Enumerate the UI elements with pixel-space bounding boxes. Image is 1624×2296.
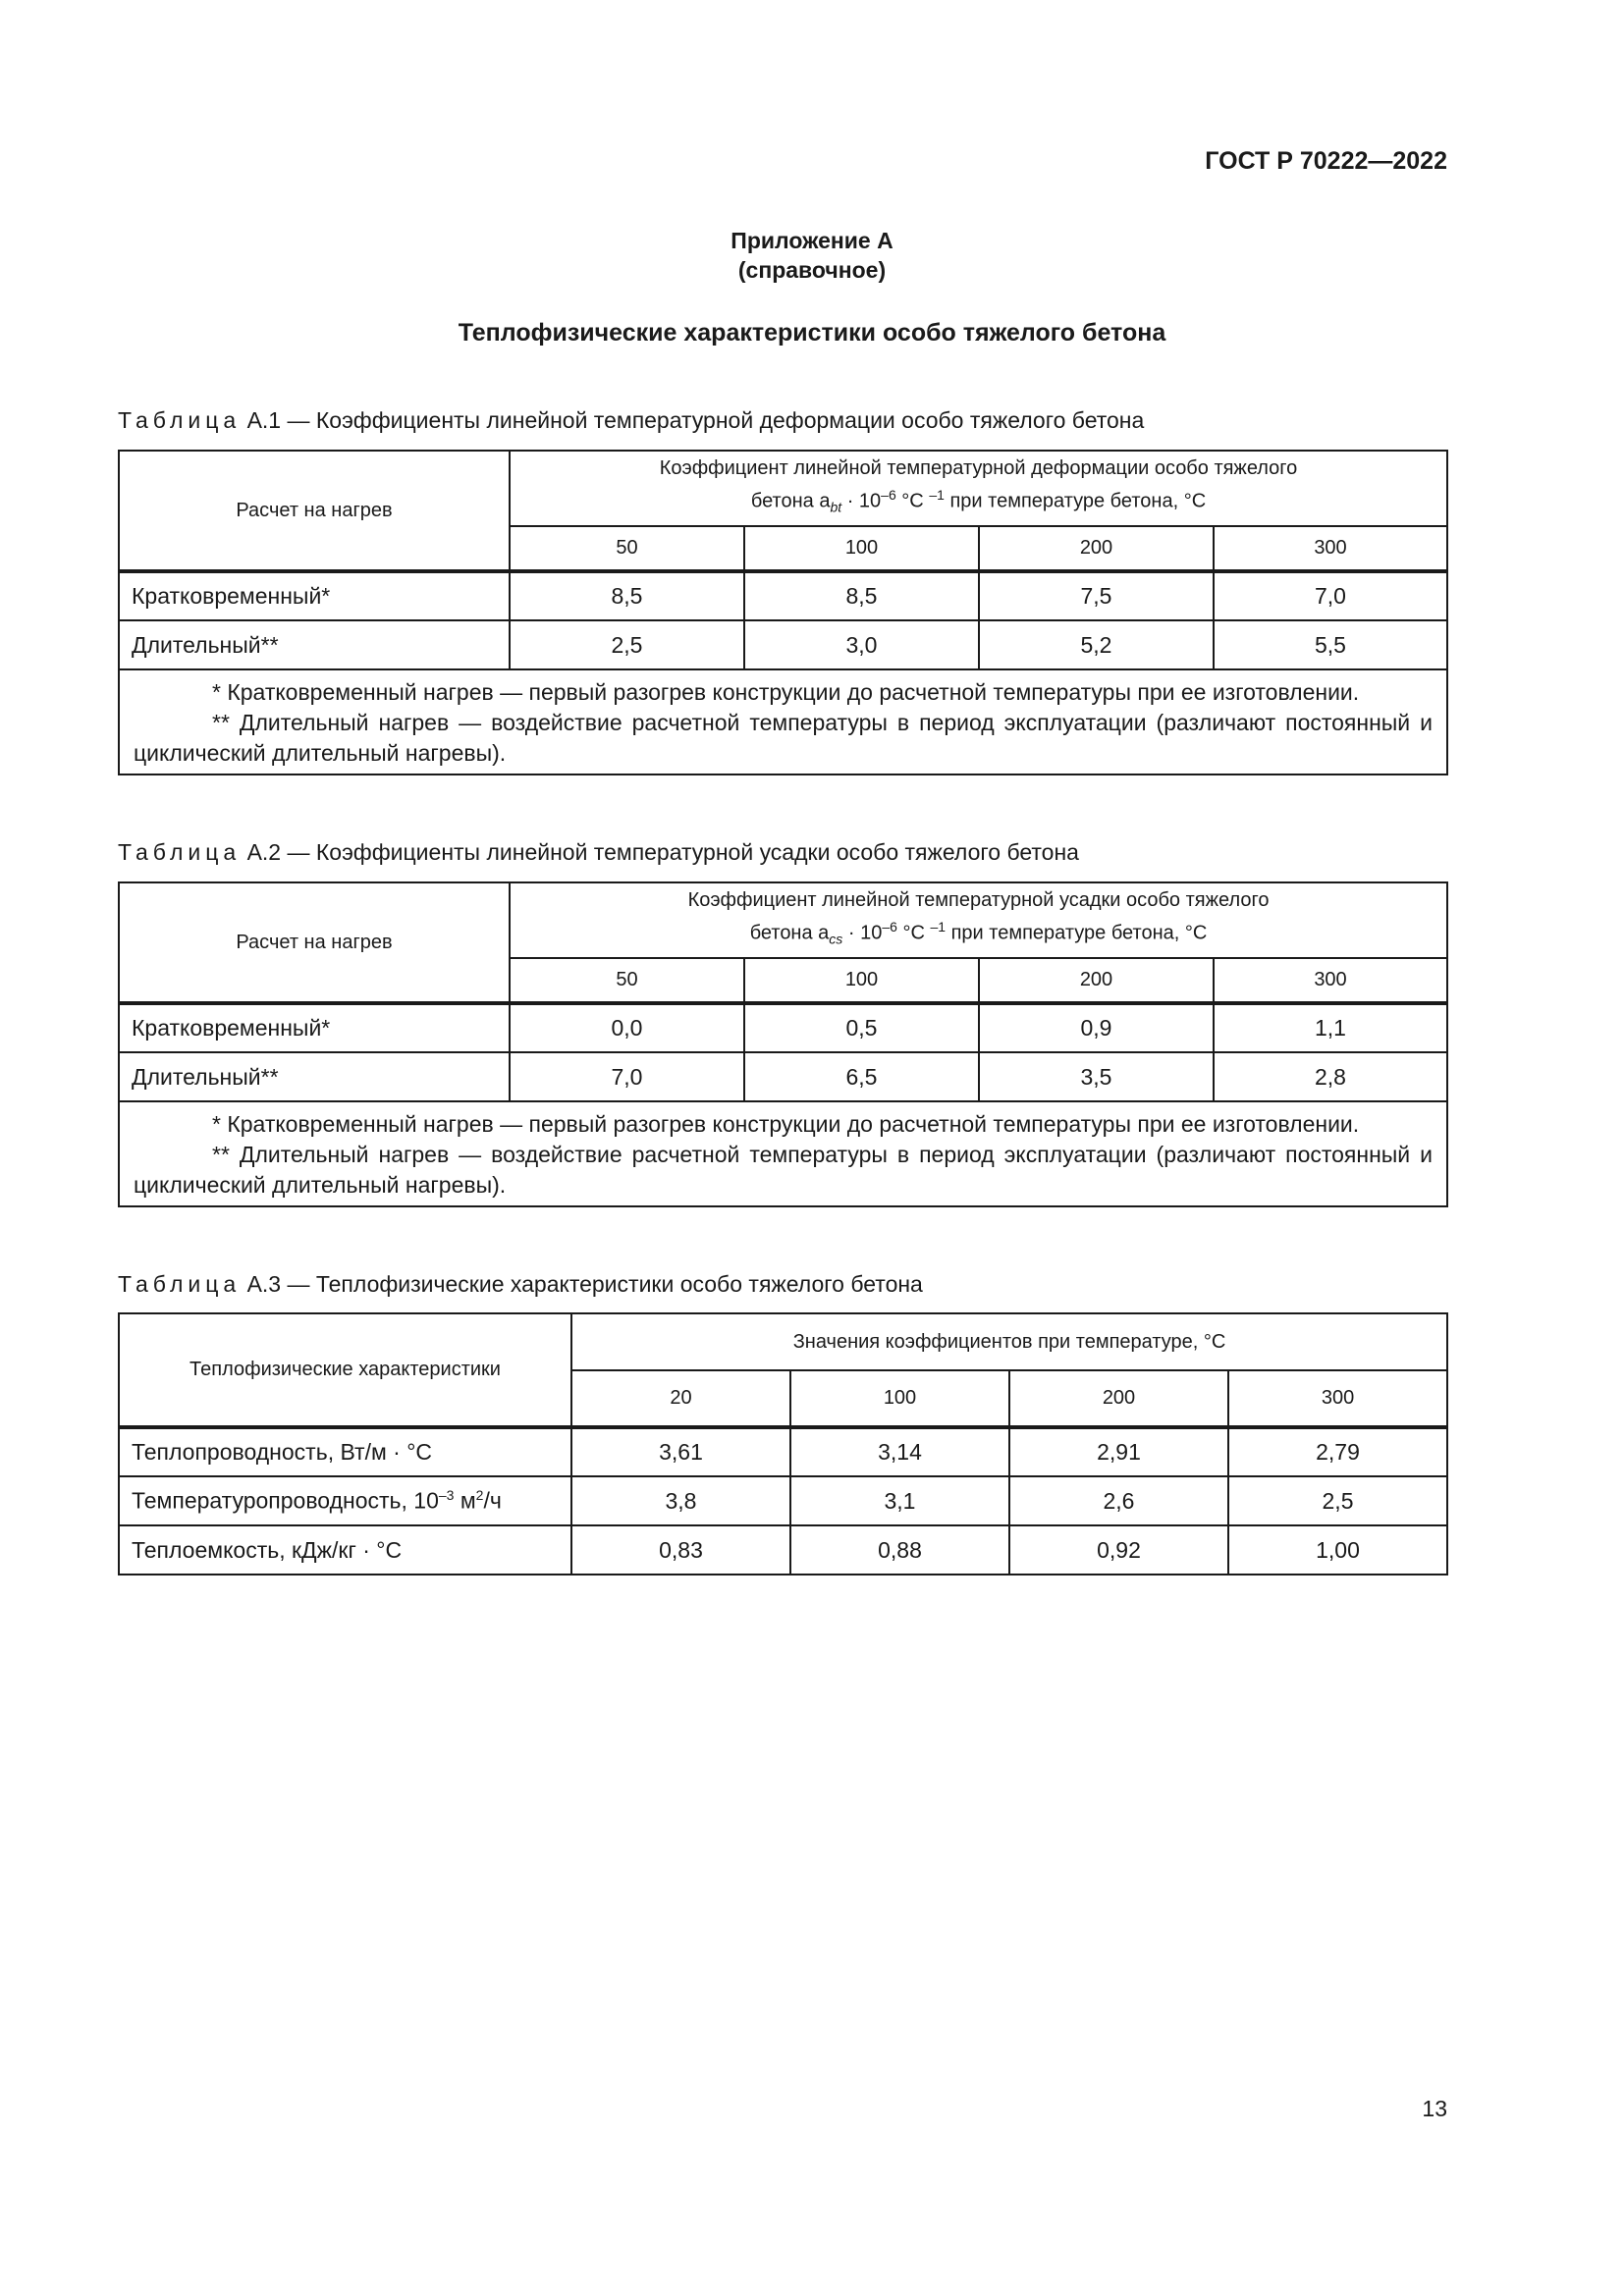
row-header-label: Расчет на нагрев [236, 499, 393, 521]
annex-subtitle: (справочное) [737, 257, 887, 283]
note-short-heating: * Кратковременный нагрев — первый разогрев конструкции до расчетной температуры при ее изготовлении. [212, 679, 1360, 705]
row-label: Длительный** [119, 620, 510, 669]
row-header-label: Теплофизические характеристики [189, 1359, 501, 1380]
value-cell: 2,79 [1228, 1427, 1447, 1476]
table-row [119, 1525, 1447, 1575]
caption-prefix: Таблица [118, 839, 242, 865]
value-cell: 8,5 [744, 571, 979, 620]
value-cell: 5,5 [1214, 620, 1447, 669]
value-cell: 5,2 [979, 620, 1214, 669]
section-title: Теплофизические характеристики особо тяжелого бетона [458, 319, 1166, 347]
row-header-cell [119, 451, 510, 571]
row-label: Температуропроводность, $10^{-3}$ $м^2/ч$ [119, 1476, 571, 1525]
value-cell: 0,92 [1009, 1525, 1228, 1575]
temp-header: 300 [1214, 958, 1447, 1003]
table-row [119, 620, 1447, 669]
caption-prefix: Таблица [118, 1271, 242, 1297]
value-cell: 3,14 [790, 1427, 1009, 1476]
temp-header: 100 [744, 526, 979, 571]
value-cell: 1,1 [1214, 1003, 1447, 1052]
caption-prefix: Таблица [118, 407, 242, 433]
group-header-cell: Значения коэффициентов при температуре, °С [571, 1313, 1447, 1370]
caption-text: А.1 — Коэффициенты линейной температурной деформации особо тяжелого бетона [241, 407, 1145, 433]
temp-header: 50 [510, 526, 744, 571]
value-cell: 2,8 [1214, 1052, 1447, 1101]
value-cell: 0,83 [571, 1525, 790, 1575]
value-cell: 2,91 [1009, 1427, 1228, 1476]
group-header-line1: Коэффициент линейной температурной деформации особо тяжелого [659, 457, 1298, 480]
value-cell: 8,5 [510, 571, 744, 620]
table-row [119, 571, 1447, 620]
annex-heading [0, 226, 1624, 285]
value-cell: 1,00 [1228, 1525, 1447, 1575]
group-header-line2: бетона $a_{cs} \cdot 10^{-6}$ °С $^{-1}$ при температуре бетона, °С [749, 919, 1208, 947]
table-a3 [118, 1312, 1448, 1575]
value-cell: 3,8 [571, 1476, 790, 1525]
value-cell: 3,5 [979, 1052, 1214, 1101]
value-cell: 3,0 [744, 620, 979, 669]
value-cell: 3,1 [790, 1476, 1009, 1525]
note-short-heating: * Кратковременный нагрев — первый разогрев конструкции до расчетной температуры при ее изготовлении. [212, 1111, 1360, 1137]
row-header-cell [119, 1313, 571, 1427]
temp-header: 200 [1009, 1370, 1228, 1427]
value-cell: 7,5 [979, 571, 1214, 620]
table-notes [119, 1101, 1447, 1206]
table-notes [119, 669, 1447, 774]
group-header-cell [510, 451, 1447, 526]
table-a2-caption [118, 839, 1079, 866]
table-a1-caption [118, 407, 1144, 434]
value-cell: 7,0 [1214, 571, 1447, 620]
value-cell: 7,0 [510, 1052, 744, 1101]
row-label: Кратковременный* [119, 1003, 510, 1052]
temp-header: 300 [1228, 1370, 1447, 1427]
table-row [119, 1427, 1447, 1476]
row-header-label: Расчет на нагрев [236, 931, 393, 953]
table-a1 [118, 450, 1448, 775]
row-label: Кратковременный* [119, 571, 510, 620]
table-row [119, 1003, 1447, 1052]
row-label: Теплопроводность, Вт/м · °С [119, 1427, 571, 1476]
value-cell: 2,5 [1228, 1476, 1447, 1525]
group-header-line2: бетона $a_{bt} \cdot 10^{-6}$ °С $^{-1}$ при температуре бетона, °С [750, 487, 1207, 515]
value-cell: 6,5 [744, 1052, 979, 1101]
row-label: Теплоемкость, кДж/кг · °С [119, 1525, 571, 1575]
temp-header: 200 [979, 958, 1214, 1003]
value-cell: 2,6 [1009, 1476, 1228, 1525]
row-header-cell [119, 882, 510, 1003]
table-a3-caption [118, 1271, 923, 1298]
temp-header: 100 [790, 1370, 1009, 1427]
table-row [119, 1052, 1447, 1101]
value-cell: 0,5 [744, 1003, 979, 1052]
value-cell: 0,88 [790, 1525, 1009, 1575]
group-header-line1: Коэффициент линейной температурной усадки особо тяжелого [687, 889, 1270, 912]
temp-header: 300 [1214, 526, 1447, 571]
temp-header: 20 [571, 1370, 790, 1427]
note-long-heating: ** Длительный нагрев — воздействие расчетной температуры в период эксплуатации (различают постоянный и циклический длительный нагревы). [134, 710, 1433, 766]
value-cell: 3,61 [571, 1427, 790, 1476]
temp-header: 100 [744, 958, 979, 1003]
table-row [119, 1476, 1447, 1525]
note-long-heating: ** Длительный нагрев — воздействие расчетной температуры в период эксплуатации (различают постоянный и циклический длительный нагревы). [134, 1142, 1433, 1198]
row-label: Длительный** [119, 1052, 510, 1101]
caption-text: А.3 — Теплофизические характеристики особо тяжелого бетона [241, 1271, 923, 1297]
page-number: 13 [1422, 2096, 1447, 2121]
temp-header: 200 [979, 526, 1214, 571]
document-id: ГОСТ Р 70222—2022 [1205, 147, 1447, 175]
annex-title: Приложение А [731, 228, 893, 253]
value-cell: 0,0 [510, 1003, 744, 1052]
caption-text: А.2 — Коэффициенты линейной температурной усадки особо тяжелого бетона [241, 839, 1079, 865]
temp-header: 50 [510, 958, 744, 1003]
value-cell: 2,5 [510, 620, 744, 669]
group-header-cell [510, 882, 1447, 958]
table-a2 [118, 881, 1448, 1207]
value-cell: 0,9 [979, 1003, 1214, 1052]
